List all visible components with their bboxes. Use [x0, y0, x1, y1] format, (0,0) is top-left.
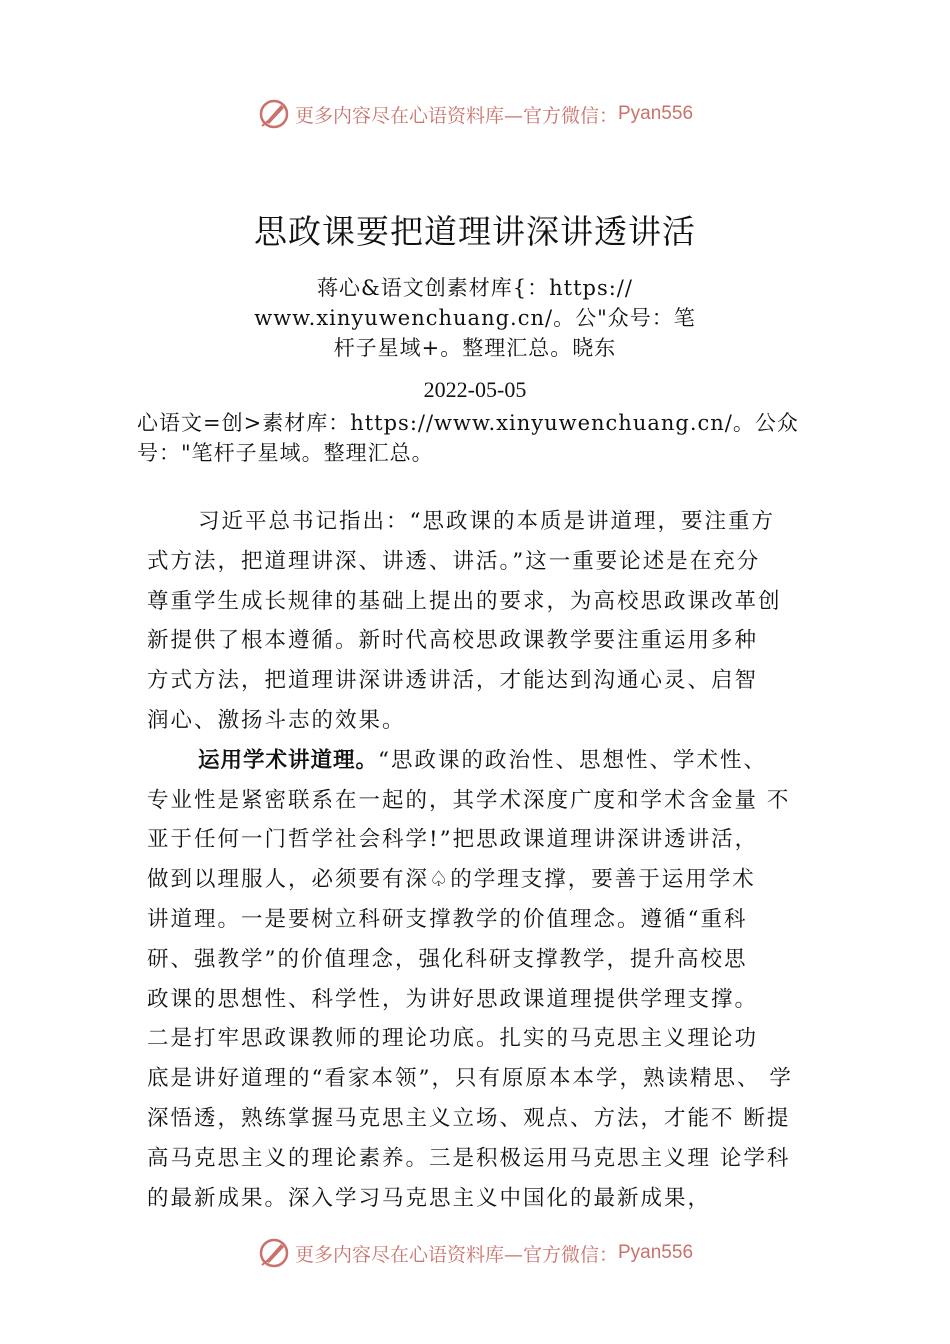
footer-banner [0, 1233, 950, 1273]
quill-seal-icon [257, 1236, 291, 1270]
byline-line: 杆子星域+。整理汇总。晓东 [333, 336, 617, 360]
source-note [137, 408, 827, 468]
document-title: 思政课要把道理讲深讲透讲活 [254, 212, 696, 251]
body-line: 研、强教学”的价值理念，强化科研支撑教学，提升高校思 [147, 946, 748, 972]
body-line: 习近平总书记指出：“思政课的本质是讲道理，要注重方 [198, 509, 775, 534]
section-lead-heading: 运用学术讲道理。 [198, 747, 379, 773]
body-line: 讲道理。一是要树立科研支撑教学的价值理念。遵循“重科 [147, 906, 748, 932]
body-line: 二是打牢思政课教师的理论功底。扎实的马克思主义理论功 [147, 1026, 759, 1052]
body-line: 亚于任何一门哲学社会科学!”把思政课道理讲深讲透讲活， [147, 827, 759, 853]
body-line: 政课的思想性、科学性，为讲好思政课道理提供学理支撑。 [147, 986, 759, 1012]
byline-line: www.xinyuwenchuang.cn/。公"众号：笔 [254, 306, 696, 330]
publish-date: 2022-05-05 [423, 377, 527, 402]
body-line: 尊重学生成长规律的基础上提出的要求，为高校思政课改革创 [147, 588, 782, 614]
source-line: 号："笔杆子星域。整理汇总。 [137, 441, 434, 465]
byline [240, 273, 710, 363]
body-line: 润心、激扬斗志的效果。 [147, 707, 406, 733]
body-line: 深悟透，熟练掌握马克思主义立场、观点、方法，才能不 断提 [147, 1105, 791, 1131]
banner-text: 更多内容尽在心语资料库—官方微信： [294, 1243, 618, 1266]
header-banner [0, 94, 950, 134]
banner-wechat-id: Pyan556 [618, 103, 694, 124]
body-line: 式方法，把道理讲深、讲透、讲活。”这一重要论述是在充分 [147, 548, 761, 574]
banner-wechat-id: Pyan556 [618, 1242, 694, 1263]
body-line: 底是讲好道理的“看家本领”，只有原原本本学，熟读精思、 学 [147, 1066, 793, 1092]
body-line: 做到以理服人，必须要有深♤的学理支撑，要善于运用学术 [147, 867, 756, 893]
body-line: 专业性是紧密联系在一起的，其学术深度广度和学术含金量 不 [147, 787, 791, 813]
body-line-text: “思政课的政治性、思想性、学术性、 [378, 747, 768, 773]
body-line: 方式方法，把道理讲深讲透讲活，才能达到沟通心灵、启智 [147, 668, 759, 694]
banner-text: 更多内容尽在心语资料库—官方微信： [294, 104, 618, 127]
body-line: 新提供了根本遵循。新时代高校思政课教学要注重运用多种 [147, 628, 759, 654]
body-line-with-heading [147, 741, 837, 781]
body-line: 的最新成果。深入学习马克思主义中国化的最新成果， [147, 1185, 712, 1211]
body-line: 高马克思主义的理论素养。三是积极运用马克思主义理 论学科 [147, 1145, 791, 1171]
source-line: 心语文=创>素材库：https://www.xinyuwenchuang.cn/。公众 [137, 411, 799, 435]
byline-line: 蒋心&语文创素材库{：https:// [317, 276, 633, 300]
article-body [147, 502, 837, 1218]
quill-seal-icon [257, 97, 291, 131]
